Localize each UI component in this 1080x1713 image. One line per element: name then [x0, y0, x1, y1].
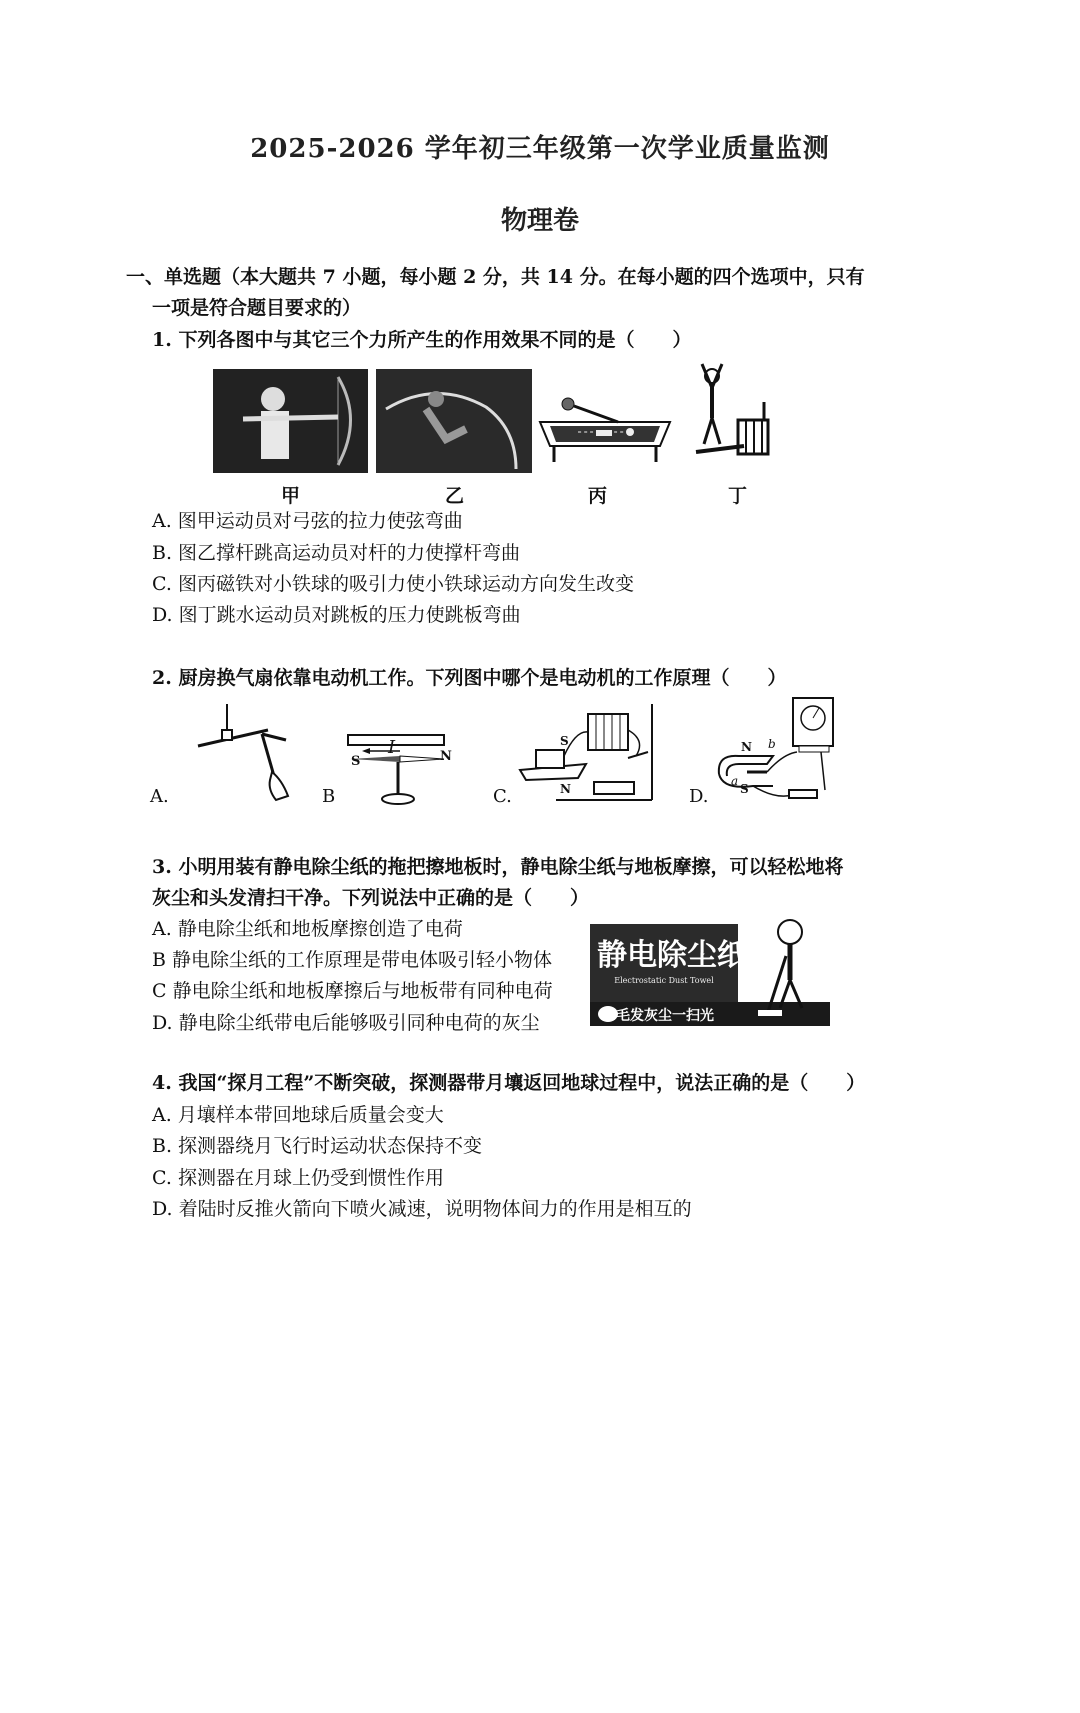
q3-option-a: A. 静电除尘纸和地板摩擦创造了电荷	[152, 918, 463, 940]
q1-stem: 1. 下列各图中与其它三个力所产生的作用效果不同的是（ ）	[152, 329, 692, 351]
q1-caption-jia: 甲	[281, 485, 301, 507]
q3-ad-slogan: 毛发灰尘一扫光	[616, 1008, 714, 1024]
section-heading-line2: 一项是符合题目要求的）	[152, 297, 362, 319]
q3-ad-subtitle: Electrostatic Dust Towel	[614, 976, 714, 985]
q2-d-point-b: b	[768, 737, 776, 751]
q4-option-a: A. 月壤样本带回地球后质量会变大	[152, 1104, 444, 1126]
q1-caption-yi: 乙	[445, 485, 465, 507]
q1-figure-diver	[694, 362, 774, 474]
q2-figure-a	[190, 700, 300, 805]
q1-photo-pole-vault	[376, 369, 532, 473]
q3-option-c: C 静电除尘纸和地板摩擦后与地板带有同种电荷	[152, 980, 553, 1002]
q2-label-a: A.	[150, 786, 169, 807]
q1-caption-ding: 丁	[728, 485, 748, 507]
q4-option-c: C. 探测器在月球上仍受到惯性作用	[152, 1167, 444, 1189]
q2-label-b: B	[322, 786, 336, 807]
section-heading-line1: 一、单选题（本大题共 7 小题，每小题 2 分，共 14 分。在每小题的四个选项中，只有	[126, 266, 865, 288]
q2-d-pole-n: N	[741, 740, 752, 754]
q4-stem: 4. 我国“探月工程”不断突破，探测器带月壤返回地球过程中，说法正确的是（ ）	[152, 1072, 866, 1094]
q2-d-point-a: a	[731, 774, 739, 788]
q1-figure-magnet-ball	[538, 386, 672, 468]
q3-option-b: B 静电除尘纸的工作原理是带电体吸引轻小物体	[152, 949, 553, 971]
q1-caption-bing: 丙	[588, 485, 608, 507]
q2-d-pole-s: S	[740, 782, 749, 796]
q2-label-d: D.	[689, 786, 709, 807]
q1-option-b: B. 图乙撑杆跳高运动员对杆的力使撑杆弯曲	[152, 542, 521, 564]
q1-option-a: A. 图甲运动员对弓弦的拉力使弦弯曲	[152, 510, 463, 532]
q1-photo-archer	[213, 369, 368, 473]
exam-subtitle: 物理卷	[500, 206, 579, 236]
q2-c-pole-n: N	[560, 782, 571, 796]
q3-stem-line2: 灰尘和头发清扫干净。下列说法中正确的是（ ）	[152, 887, 590, 909]
q2-b-pole-s: S	[351, 754, 361, 769]
q2-figure-c	[516, 700, 658, 805]
q2-label-c: C.	[493, 786, 512, 807]
q3-option-d: D. 静电除尘纸带电后能够吸引同种电荷的灰尘	[152, 1012, 540, 1034]
q2-b-current-label: I	[388, 737, 396, 758]
q4-option-b: B. 探测器绕月飞行时运动状态保持不变	[152, 1135, 483, 1157]
q3-stem-line1: 3. 小明用装有静电除尘纸的拖把擦地板时，静电除尘纸与地板摩擦，可以轻松地将	[152, 856, 844, 878]
q2-figure-d	[713, 694, 839, 806]
exam-title: 2025-2026 学年初三年级第一次学业质量监测	[250, 134, 830, 164]
q1-option-d: D. 图丁跳水运动员对跳板的压力使跳板弯曲	[152, 604, 521, 626]
q3-ad-title: 静电除尘纸	[597, 938, 747, 973]
q2-b-pole-n: N	[440, 749, 452, 764]
q1-option-c: C. 图丙磁铁对小铁球的吸引力使小铁球运动方向发生改变	[152, 573, 634, 595]
q4-option-d: D. 着陆时反推火箭向下喷火减速，说明物体间力的作用是相互的	[152, 1198, 692, 1220]
q2-c-pole-s: S	[560, 734, 569, 748]
q2-stem: 2. 厨房换气扇依靠电动机工作。下列图中哪个是电动机的工作原理（ ）	[152, 667, 787, 689]
